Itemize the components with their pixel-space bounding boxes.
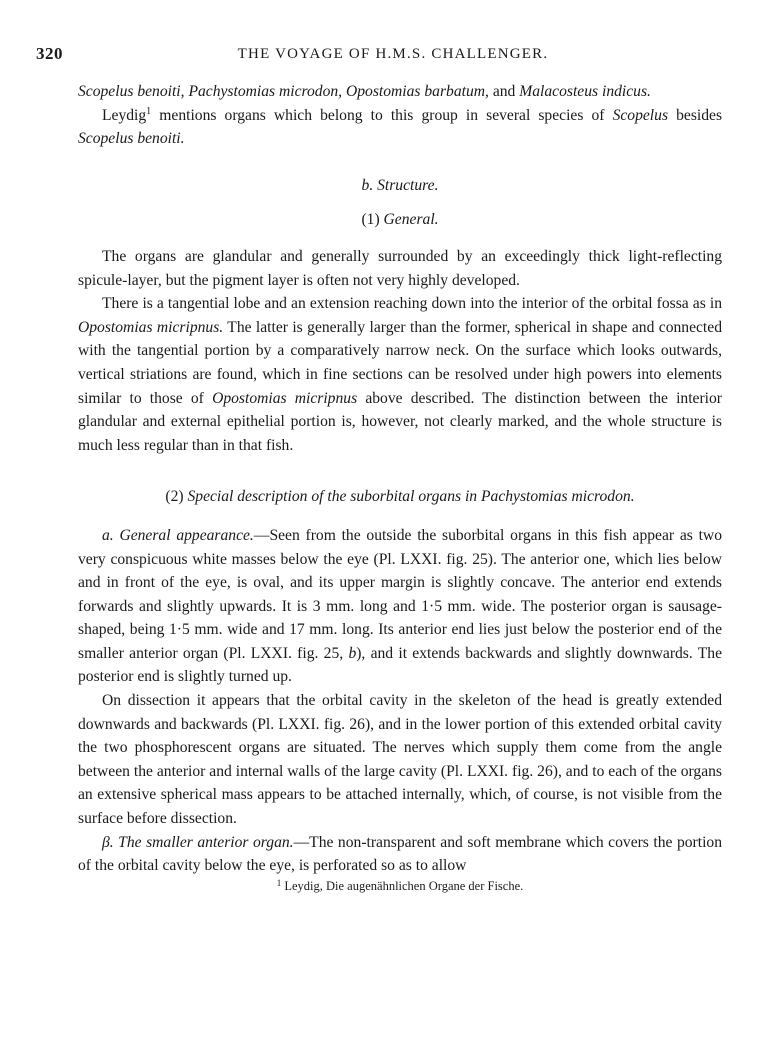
dissection-paragraph: On dissection it appears that the orbital cavity in the skeleton of the head is greatly extended downwards and backwards (Pl. LXXI. fig. 26), and in the lower portion of this extended orbital cavity the two phosphorescent organs are situated. The nerves which supply them come from the angle between the anterior and internal walls of the large cavity (Pl. LXXI. fig. 26), and to each of the organs an extensive spherical mass appears to be attached internally, which, of course, is not visible from the surface before dissection. [78, 692, 722, 828]
subsection-heading-general [78, 208, 722, 232]
subsection-title: General. [383, 211, 439, 229]
paragraph-text: —Seen from the outside the suborbital organs in this fish appear as two very conspicuous white masses below the eye (Pl. LXXI. fig. 25). The anterior one, which lies below and in front of the eye, is oval, and its upper margin is slightly concave. The anterior end extends forwards and slightly upwards. It is 3 mm. long and 1·5 mm. wide. The posterior organ is sausage-shaped, being 1·5 mm. wide and 17 mm. long. Its anterior end lies just below the posterior end of the smaller anterior organ (Pl. LXXI. fig. 25, [78, 526, 722, 662]
intro-continuation [78, 80, 722, 104]
species-malacosteus-indicus: Malacosteus indicus. [519, 83, 651, 100]
species-opostomias-micripnus: Opostomias micripnus. [78, 318, 224, 336]
running-title: THE VOYAGE OF H.M.S. CHALLENGER. [237, 46, 549, 62]
body-text [78, 80, 722, 894]
paragraph-text: There is a tangential lobe and an extension reaching down into the interior of the orbital fossa as in [102, 295, 722, 313]
paragraph-text: ), and it extends backwards and slightly downwards. The posterior end is slightly turned up. [78, 644, 723, 686]
species-scopelus-benoiti: Scopelus benoiti, [78, 83, 185, 100]
footnote-mark: 1 [276, 877, 282, 888]
general-appearance-paragraph [78, 524, 722, 689]
subsection-title: Special description of the suborbital organs in Pachystomias microdon. [187, 488, 635, 506]
anterior-organ-paragraph [78, 831, 722, 878]
besides-text: besides [676, 106, 723, 124]
anterior-organ-label: β. The smaller anterior organ. [102, 833, 294, 851]
general-paragraph-1: The organs are glandular and generally surrounded by an exceedingly thick light-reflecting spicule-layer, but the pigment layer is often not very highly developed. [78, 247, 722, 289]
leydig-name: Leydig [102, 106, 147, 124]
species-scopelus-benoiti-2: Scopelus benoiti. [78, 130, 185, 148]
subsection-number: (2) [165, 488, 184, 506]
section-heading-structure: b. Structure. [361, 176, 439, 194]
leydig-paragraph [78, 104, 722, 151]
paragraph-text: —The non-transparent and soft membrane which covers the portion of the orbital cavity below the eye, is perforated so as to allow [78, 833, 722, 875]
leydig-text: mentions organs which belong to this group in several species of [159, 106, 605, 124]
species-pachystomias-microdon: Pachystomias microdon, [188, 83, 343, 100]
footnote-reference: 1 [146, 105, 152, 117]
subsection-number: (1) [361, 211, 380, 229]
page-number: 320 [36, 44, 63, 63]
general-appearance-label: a. General appearance. [102, 526, 254, 544]
species-opostomias-barbatum: Opostomias barbatum, [345, 83, 489, 100]
species-scopelus: Scopelus [612, 106, 669, 124]
species-opostomias-micripnus-2: Opostomias micripnus [212, 389, 358, 407]
footnote [78, 878, 722, 894]
conjunction-text: and [492, 83, 516, 100]
figure-reference: b [348, 644, 357, 662]
paragraph-text: above described. The distinction between the interior glandular and external epithelial portion is, however, not clearly marked, and the whole structure is much less regular than in that fish. [78, 389, 722, 454]
paragraph-text: The latter is generally larger than the former, spherical in shape and connected with the tangential portion by a comparatively narrow neck. On the surface which looks outwards, vertical striations are found, which in fine sections can be resolved under high powers into elements similar to those of [78, 318, 722, 407]
subsection-heading-special [78, 485, 722, 509]
footnote-text: Leydig, Die augenähnlichen Organe der Fische. [284, 878, 524, 893]
general-paragraph-2 [78, 292, 722, 457]
page-header [36, 44, 750, 68]
